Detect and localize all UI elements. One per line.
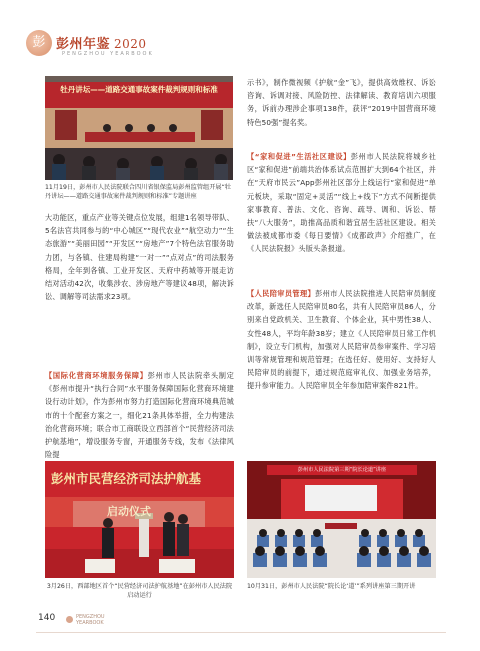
logo-glyph: 彭 bbox=[32, 35, 46, 50]
launch-sign: 启动仪式 bbox=[107, 505, 151, 518]
footer-rule bbox=[36, 632, 446, 633]
photo-base-launch bbox=[45, 461, 234, 578]
bottom-right-caption: 10月31日，彭州市人民法院“院长论‘道’”系列讲座第三期开讲 bbox=[247, 583, 416, 590]
auditorium-illustration bbox=[247, 461, 436, 578]
section-body-business-env: 彭州市人民法院牵头制定《彭州市提升“执行合同”水平服务保障国际化营商环境建设行动计划》，作为彭州市努力打造国际化营商环境典范城市的十个配套方案之一，细化21条具体举措，全力构建法治化营商环境；联合市工商联设立西部首个“民营经济司法护航基地”，增设服务专窗，开通服务专线，发布《法律风险提 bbox=[45, 371, 235, 460]
footer-book-title bbox=[76, 614, 105, 626]
section-body-family-harmony: 彭州市人民法院将城乡社区“家和促进”前端共治体系试点范围扩大到64个社区，并在“天府市民云”App彭州社区部分上线运行“家和促进”单元板块，采取“固定+灵活”“线上+线下”方式不间断提供家事教育、普法、文化、咨询、疏导、调和、诉讼、帮扶“八大服务”，助推高品质和谐宜居生活社区建设。相关做法被成都市委《每日要情》《成都政声》介绍推广，在《人民法院报》头版头条报道。 bbox=[247, 152, 436, 254]
left-paragraph-2 bbox=[45, 369, 234, 461]
running-subtitle: PENGZHOU YEARBOOK bbox=[62, 51, 154, 57]
footer-book-sub: YEARBOOK bbox=[76, 620, 104, 626]
footer-book-name: PENGZHOU bbox=[76, 614, 105, 620]
section-title-jurors: 【人民陪审员管理】 bbox=[247, 289, 316, 298]
footer-ornament-icon bbox=[66, 616, 73, 623]
top-photo-banner: 牡丹讲坛——道路交通事故案件裁判规则和标准 bbox=[60, 85, 218, 94]
running-title bbox=[56, 33, 147, 52]
photo-lecture-top bbox=[45, 76, 233, 180]
page-number: 140 bbox=[38, 613, 56, 623]
section-title-business-env: 【国际化营商环境服务保障】 bbox=[45, 371, 148, 380]
right-paragraph-1: 示书》，制作微视频《护航“金”飞》，提供高效维权、诉讼咨询、诉调对接、风险防控、法律解读、教育培训六项服务，诉前办理涉企事项138件，获评“2019中国营商环境特色50强”提名奖。 bbox=[247, 78, 436, 127]
bottom-left-caption: 3月26日，西部地区首个“民营经济司法护航基地”在彭州市人民法院启动运行 bbox=[46, 583, 233, 599]
photo-lecture-series bbox=[247, 461, 436, 578]
section-body-jurors: 彭州市人民法院推进人民陪审员制度改革，新选任人民陪审员80名，共有人民陪审员86人，分别来自党政机关、卫生教育、个体企业，其中男性38人、女性48人，平均年龄38岁；建立《人民陪审员日常工作机制》，设立专门机构，加强对人民陪审员参审案件、学习培训等常规管理和规范管理；在选任好、使用好、支持好人民陪审员的前提下，通过规范庭审礼仪、加强业务培养，提升参审能力。人民陪审员全年参加陪审案件821件。 bbox=[247, 289, 436, 391]
right-paragraph-3 bbox=[247, 287, 436, 393]
launch-banner: 彭州市民营经济司法护航基 bbox=[51, 471, 202, 486]
right-paragraph-2 bbox=[247, 150, 436, 256]
left-paragraph-1: 大功能区，重点产业等关键点位发展，组建1名领导带队、5名法官共同参与的“中心城区”“现代农业”“航空动力”“生态旅游”“美丽田园”“开发区”“房地产”7个特色法官服务助力团，与各镇、住建局构建“一对一”“点对点”的司法服务格局，全年到各镇、工业开发区、天府中药城等开展走访结对活动42次，收集涉农、涉房地产等建议48项，解决诉讼、调解等司法需求23项。 bbox=[45, 213, 234, 302]
running-title-text: 彭州年鉴 bbox=[56, 37, 111, 52]
running-title-year: 2020 bbox=[114, 37, 147, 51]
section-title-family-harmony: 【“家和促进”生活社区建设】 bbox=[247, 152, 351, 161]
top-photo-caption: 11月19日，彭州市人民法院联合四川省银保监局彭州监管组开展“牡丹讲坛——道路交通事故案件裁判规则和标准”专题讲座 bbox=[45, 184, 232, 200]
lecture-banner: 彭州市人民法院第三期“院长论道”讲座 bbox=[297, 467, 387, 473]
